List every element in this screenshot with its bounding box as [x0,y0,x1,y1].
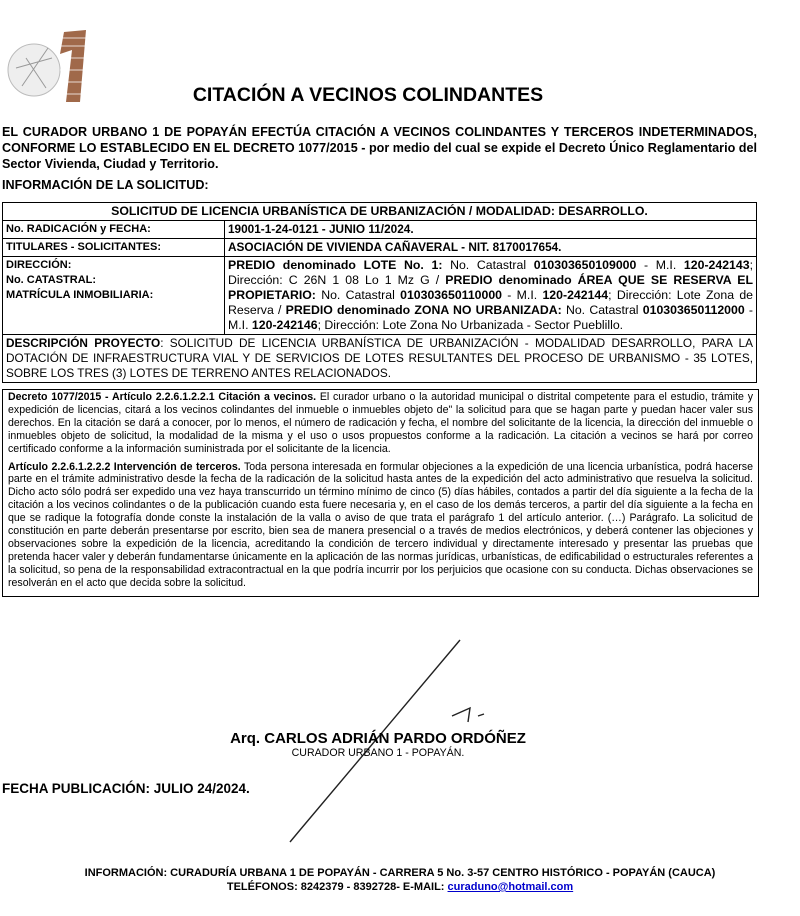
signer-name: Arq. CARLOS ADRIÁN PARDO ORDÓÑEZ [230,730,526,747]
direccion-part: - M.I. [636,258,684,272]
titulares-label: TITULARES - SOLICITANTES: [3,239,225,257]
descripcion-label: DESCRIPCIÓN PROYECTO [6,336,161,350]
signature-block [0,730,756,759]
radicacion-label: No. RADICACIÓN y FECHA: [3,221,225,239]
page-title: CITACIÓN A VECINOS COLINDANTES [192,84,544,106]
signer-role: CURADOR URBANO 1 - POPAYÁN. [291,747,465,759]
matricula-label: MATRÍCULA INMOBILIARIA: [6,289,154,301]
direccion-part: ; Dirección: C 26N 1 08 Lo 1 Mz G / [228,258,753,287]
direccion-part: 010303650112000 [642,303,745,317]
email-link[interactable]: curaduno@hotmail.com [447,881,574,893]
intro-paragraph: EL CURADOR URBANO 1 DE POPAYÁN EFECTÚA CITACIÓN A VECINOS COLINDANTES Y TERCEROS INDETERMINADOS, CONFORME LO ESTABLECIDO EN EL DECRETO 1077/2015 - por medio del cual se expide el Decreto Único Reglamentario del Sector Vivienda, Ciudad y Territorio. [2,125,757,171]
direccion-part: 120-242146 [251,318,318,332]
direccion-part: 010303650110000 [400,288,503,302]
direccion-part: PREDIO denominado LOTE No. 1: [228,258,443,272]
direccion-label: DIRECCIÓN: [6,259,72,271]
direccion-part: ; Dirección: Lote Zona No Urbanizada - Sector Pueblillo. [317,318,624,332]
decree-p2-title: Artículo 2.2.6.1.2.2.2 Intervención de terceros. [8,460,241,473]
footer [0,866,800,894]
direccion-part: PREDIO denominado ÁREA QUE SE RESERVA EL PROPIETARIO: [228,273,753,302]
direccion-part: - M.I. [228,303,753,332]
direccion-part: No. Catastral [315,288,401,302]
direccion-part: 120-242144 [542,288,609,302]
decree-p1-title: Decreto 1077/2015 - Artículo 2.2.6.1.2.2.1 Citación a vecinos. [8,391,317,403]
direccion-part: PREDIO denominado ZONA NO URBANIZADA: [285,303,562,317]
info-heading: INFORMACIÓN DE LA SOLICITUD: [2,178,209,192]
decree-p1-text: El curador urbano o la autoridad municipal o distrital competente para el estudio, trámite y expedición de licencias, citará a los vecinos colindantes del inmueble o inmuebles objeto de" la solicitud para que se hagan parte y puedan hacer valer sus derechos. En la citación se dará a conocer, por lo menos, el número de radicación y fecha, el nombre del solicitante de la licencia, la dirección del inmueble o inmuebles objeto de solicitud, la modalidad de la misma y el uso o usos propuestos conforme a la radicación. La citación a vecinos se hará por correo certificado conforme a la información suministrada por el solicitante de la licencia. [8,391,753,455]
direccion-part: - M.I. [502,288,543,302]
table-header: SOLICITUD DE LICENCIA URBANÍSTICA DE URBANIZACIÓN / MODALIDAD: DESARROLLO. [3,203,757,221]
footer-phones: TELÉFONOS: 8242379 - 8392728- E-MAIL: [226,881,448,893]
descripcion-value: : SOLICITUD DE LICENCIA URBANÍSTICA DE URBANIZACIÓN - MODALIDAD DESARROLLO, PARA LA DOTACIÓN DE INFRAESTRUCTURA VIAL Y DE SERVICIOS DE LOTES RESULTANTES DEL PROCESO DE URBANISMO - 35 LOTES, SOBRE LOS TRES (3) LOTES DE TERRENO ANTES RELACIONADOS. [6,336,753,380]
direccion-part: ; Dirección: Lote Zona de Reserva / [228,288,753,317]
direccion-part: 120-242143 [683,258,750,272]
direccion-part: No. Catastral [442,258,534,272]
catastral-label: No. CATASTRAL: [6,274,97,286]
publication-date: FECHA PUBLICACIÓN: JULIO 24/2024. [2,781,250,796]
direccion-part: 010303650109000 [533,258,637,272]
footer-address: INFORMACIÓN: CURADURÍA URBANA 1 DE POPAYÁN - CARRERA 5 No. 3-57 CENTRO HISTÓRICO - POPAYÁN (CAUCA) [84,867,716,879]
decree-p2-text: Toda persona interesada en formular objeciones a la expedición de una licencia urbanística, podrá hacerse parte en el trámite administrativo desde la fecha de la radicación de la solicitud hasta antes de la expedición del acto administrativo que resuelva la solicitud. Dicho acto sólo podrá ser expedido una vez haya transcurrido un término mínimo de cinco (5) días hábiles, contados a partir del día siguiente a la fecha de la citación a los vecinos colindantes o de la publicación cuando esta fuere necesaria y, en el caso de los demás terceros, a partir del día siguiente a la fecha en que se radique la fotografía donde conste la instalación de la valla o aviso de que trata el parágrafo 1 del artículo anterior. (…) Parágrafo. La solicitud de constitución en parte deberán presentarse por escrito, bien sea de manera presencial o a través de medios electrónicos, y deberá contener las objeciones y observaciones sobre la expedición de la licencia, acreditando la condición de tercero individual y directamente interesado y presentar las pruebas que pretenda hacer valer y deberán fundamentarse únicamente en la aplicación de las normas jurídicas, urbanísticas, de edificabilidad o estructurales referentes a la solicitud, so pena de la responsabilidad extracontractual en la que podría incurrir por los perjuicios que ocasione con su conducta. Dichas observaciones se resolverán en el acto que decida sobre la solicitud. [8,460,753,589]
titulares-value: ASOCIACIÓN DE VIVIENDA CAÑAVERAL - NIT. 8170017654. [225,239,757,257]
radicacion-value: 19001-1-24-0121 - JUNIO 11/2024. [225,221,757,239]
direccion-part: No. Catastral [561,303,643,317]
